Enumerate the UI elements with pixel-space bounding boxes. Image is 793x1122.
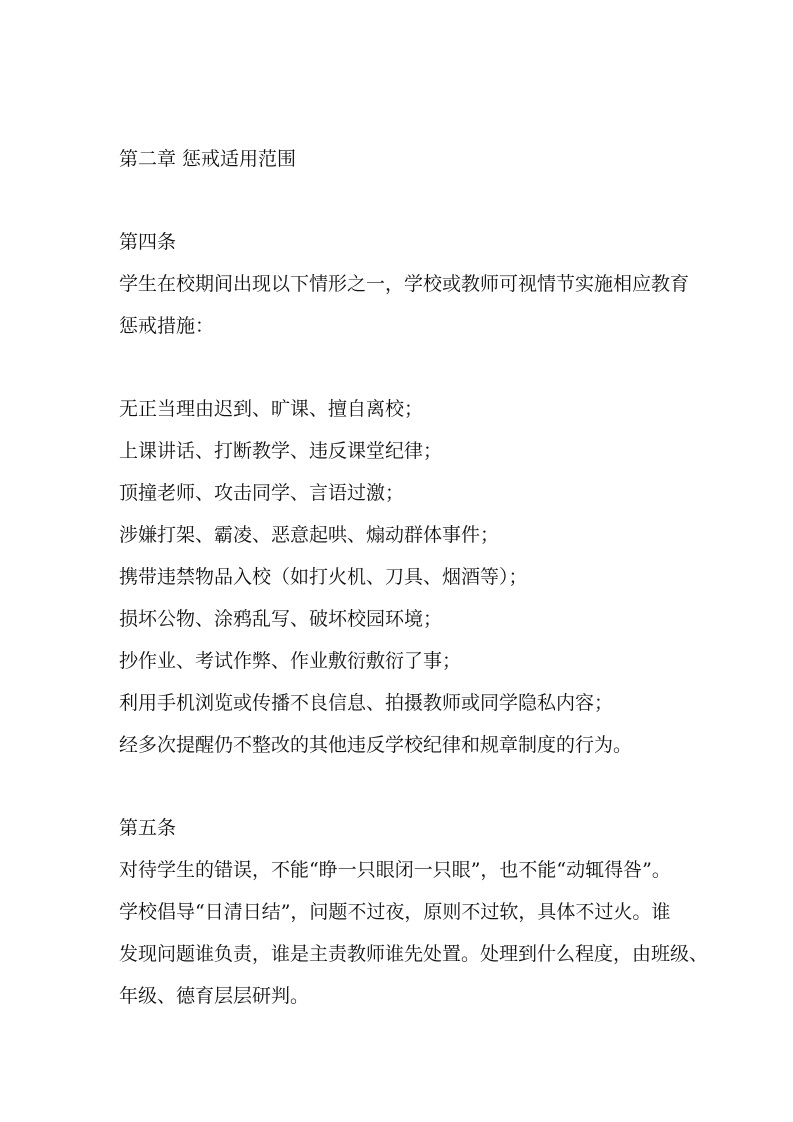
article-4-item: 涉嫌打架、霸凌、恶意起哄、煽动群体事件； bbox=[119, 524, 500, 546]
article-5-line: 年级、德育层层研判。 bbox=[119, 985, 310, 1007]
article-4-item: 无正当理由迟到、旷课、擅自离校； bbox=[119, 398, 424, 420]
article-4-intro-line-1: 学生在校期间出现以下情形之一，学校或教师可视情节实施相应教育 bbox=[119, 273, 690, 295]
article-4-intro-line-2: 惩戒措施： bbox=[119, 315, 215, 337]
article-4-item: 利用手机浏览或传播不良信息、拍摄教师或同学隐私内容； bbox=[119, 692, 614, 714]
article-4-heading: 第四条 bbox=[119, 231, 177, 253]
article-4-item: 损坏公物、涂鸦乱写、破坏校园环境； bbox=[119, 608, 443, 630]
article-5-heading: 第五条 bbox=[119, 817, 177, 839]
article-5-line: 学校倡导“日清日结”，问题不过夜，原则不过软，具体不过火。谁 bbox=[119, 901, 671, 923]
article-4-item: 上课讲话、打断教学、违反课堂纪律； bbox=[119, 440, 443, 462]
article-5-line: 发现问题谁负责，谁是主责教师谁先处置。处理到什么程度，由班级、 bbox=[119, 943, 709, 965]
article-5-line: 对待学生的错误，不能“睁一只眼闭一只眼”，也不能“动辄得咎”。 bbox=[119, 859, 671, 881]
article-4-item: 经多次提醒仍不整改的其他违反学校纪律和规章制度的行为。 bbox=[119, 734, 633, 756]
article-4-item: 抄作业、考试作弊、作业敷衍敷衍了事； bbox=[119, 650, 462, 672]
chapter-title: 第二章 惩戒适用范围 bbox=[119, 148, 297, 170]
article-4-item: 携带违禁物品入校（如打火机、刀具、烟酒等）； bbox=[119, 566, 528, 588]
article-4-item: 顶撞老师、攻击同学、言语过激； bbox=[119, 482, 405, 504]
